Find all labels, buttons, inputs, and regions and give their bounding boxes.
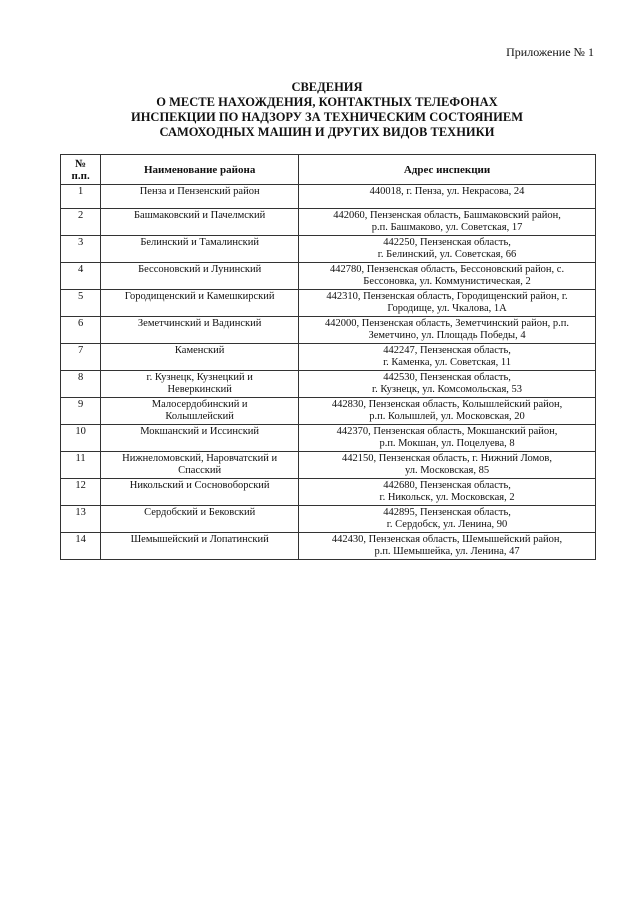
address-cell	[299, 506, 596, 533]
row-number: 14	[61, 533, 101, 560]
address-line: 442830, Пензенская область, Колышлейский район,	[331, 399, 563, 410]
heading-line: О МЕСТЕ НАХОЖДЕНИЯ, КОНТАКТНЫХ ТЕЛЕФОНАХ	[156, 95, 498, 109]
address-cell	[299, 533, 596, 560]
address-line: Городище, ул. Чкалова, 1А	[387, 303, 507, 314]
address-line: 442680, Пензенская область,	[383, 480, 511, 491]
table-row	[61, 371, 596, 398]
district-line: Бессоновский и Лунинский	[138, 264, 262, 275]
district-cell	[101, 209, 299, 236]
address-cell	[299, 371, 596, 398]
address-line: г. Каменка, ул. Советская, 11	[383, 357, 511, 368]
address-cell	[299, 209, 596, 236]
table-row	[61, 452, 596, 479]
district-line: Пенза и Пензенский район	[139, 186, 260, 197]
header-number-line2: п.п.	[71, 169, 90, 182]
address-cell	[299, 185, 596, 209]
table-row	[61, 479, 596, 506]
table-row	[61, 185, 596, 209]
address-line: Бессоновка, ул. Коммунистическая, 2	[363, 276, 531, 287]
district-line: Сердобский и Бековский	[144, 507, 256, 518]
row-number: 1	[61, 185, 101, 209]
address-line: 442780, Пензенская область, Бессоновский район, с.	[329, 264, 565, 275]
row-number: 2	[61, 209, 101, 236]
district-cell	[101, 452, 299, 479]
row-number: 6	[61, 317, 101, 344]
address-line: 440018, г. Пенза, ул. Некрасова, 24	[369, 186, 525, 197]
table-header-row	[61, 155, 596, 185]
district-line: Нижнеломовский, Наровчатский и	[122, 453, 278, 464]
address-line: 442247, Пензенская область,	[383, 345, 511, 356]
district-line: Мокшанский и Иссинский	[140, 426, 260, 437]
address-line: р.п. Колышлей, ул. Московская, 20	[369, 411, 525, 422]
district-line: Малосердобинский и	[151, 399, 248, 410]
address-cell	[299, 479, 596, 506]
address-line: 442895, Пензенская область,	[383, 507, 511, 518]
address-cell	[299, 425, 596, 452]
address-line: г. Никольск, ул. Московская, 2	[379, 492, 515, 503]
district-line: Городищенский и Камешкирский	[124, 291, 275, 302]
district-cell	[101, 371, 299, 398]
header-number	[61, 155, 101, 185]
heading-line: САМОХОДНЫХ МАШИН И ДРУГИХ ВИДОВ ТЕХНИКИ	[159, 125, 495, 139]
document-heading	[60, 80, 594, 140]
row-number: 4	[61, 263, 101, 290]
address-cell	[299, 290, 596, 317]
district-line: Земетчинский и Вадинский	[137, 318, 262, 329]
address-line: Земетчино, ул. Площадь Победы, 4	[368, 330, 526, 341]
district-cell	[101, 344, 299, 371]
row-number: 13	[61, 506, 101, 533]
district-line: Спасский	[178, 465, 222, 476]
district-cell	[101, 398, 299, 425]
address-line: 442060, Пензенская область, Башмаковский район,	[333, 210, 561, 221]
district-cell	[101, 317, 299, 344]
address-cell	[299, 236, 596, 263]
address-cell	[299, 452, 596, 479]
table-row	[61, 533, 596, 560]
table-row	[61, 263, 596, 290]
district-cell	[101, 506, 299, 533]
header-district: Наименование района	[101, 155, 299, 185]
district-line: Неверкинский	[167, 384, 232, 395]
address-line: г. Сердобск, ул. Ленина, 90	[386, 519, 508, 530]
row-number: 11	[61, 452, 101, 479]
address-line: р.п. Башмаково, ул. Советская, 17	[371, 222, 523, 233]
row-number: 3	[61, 236, 101, 263]
inspections-table	[60, 154, 596, 560]
district-line: Башмаковский и Пачелмский	[134, 210, 266, 221]
row-number: 7	[61, 344, 101, 371]
address-line: г. Кузнецк, ул. Комсомольская, 53	[372, 384, 523, 395]
district-cell	[101, 290, 299, 317]
address-line: 442250, Пензенская область,	[383, 237, 511, 248]
address-line: 442530, Пензенская область,	[383, 372, 511, 383]
district-cell	[101, 533, 299, 560]
heading-line: СВЕДЕНИЯ	[291, 80, 363, 94]
header-address: Адрес инспекции	[299, 155, 596, 185]
row-number: 10	[61, 425, 101, 452]
district-cell	[101, 263, 299, 290]
address-line: р.п. Шемышейка, ул. Ленина, 47	[374, 546, 520, 557]
district-line: Колышлейский	[165, 411, 234, 422]
row-number: 9	[61, 398, 101, 425]
table-row	[61, 209, 596, 236]
address-line: р.п. Мокшан, ул. Поцелуева, 8	[379, 438, 515, 449]
district-line: Белинский и Тамалинский	[140, 237, 259, 248]
table-row	[61, 290, 596, 317]
district-cell	[101, 479, 299, 506]
heading-line: ИНСПЕКЦИИ ПО НАДЗОРУ ЗА ТЕХНИЧЕСКИМ СОСТОЯНИЕМ	[130, 110, 524, 124]
address-line: 442150, Пензенская область, г. Нижний Ломов,	[342, 453, 553, 464]
table-row	[61, 506, 596, 533]
address-line: 442430, Пензенская область, Шемышейский район,	[331, 534, 563, 545]
district-line: Шемышейский и Лопатинский	[130, 534, 269, 545]
address-cell	[299, 263, 596, 290]
table-row	[61, 236, 596, 263]
table-row	[61, 425, 596, 452]
district-cell	[101, 185, 299, 209]
district-line: Никольский и Сосновоборский	[129, 480, 270, 491]
appendix-label: Приложение № 1	[506, 45, 594, 59]
district-line: Каменский	[174, 345, 225, 356]
table-row	[61, 398, 596, 425]
address-cell	[299, 398, 596, 425]
table-row	[61, 344, 596, 371]
address-line: ул. Московская, 85	[404, 465, 490, 476]
address-cell	[299, 344, 596, 371]
district-line: г. Кузнецк, Кузнецкий и	[146, 372, 253, 383]
address-line: 442000, Пензенская область, Земетчинский район, р.п.	[325, 318, 570, 329]
address-cell	[299, 317, 596, 344]
table-body	[61, 185, 596, 560]
row-number: 12	[61, 479, 101, 506]
address-line: 442370, Пензенская область, Мокшанский район,	[336, 426, 558, 437]
row-number: 5	[61, 290, 101, 317]
address-line: г. Белинский, ул. Советская, 66	[377, 249, 517, 260]
district-cell	[101, 236, 299, 263]
table-row	[61, 317, 596, 344]
address-line: 442310, Пензенская область, Городищенский район, г.	[326, 291, 568, 302]
row-number: 8	[61, 371, 101, 398]
header-number-line1: №	[75, 157, 87, 170]
district-cell	[101, 425, 299, 452]
